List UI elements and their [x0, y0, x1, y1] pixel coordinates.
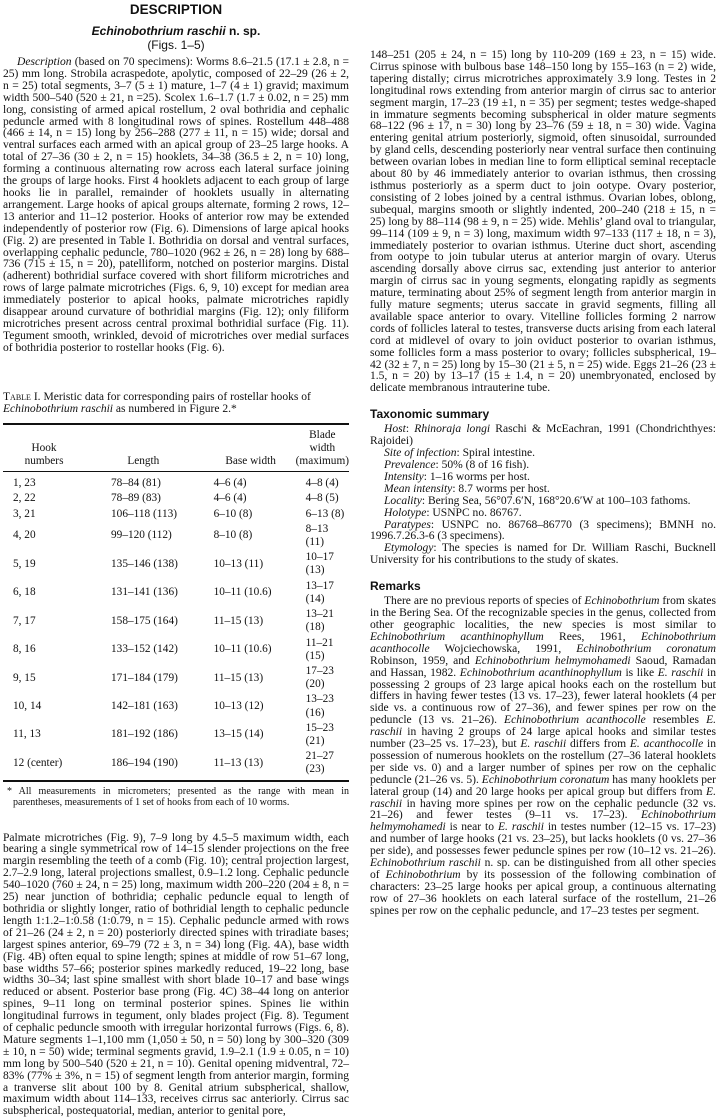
taxonomic-item-etymology: Etymology: The species is named for Dr. William Raschi, Bucknell University for his contributions to the study of skates. [370, 542, 716, 567]
header-hook-numbers [3, 424, 81, 472]
header-line: Length [127, 455, 160, 468]
taxonomic-item-prevalence: Prevalence: 50% (8 of 16 fish). [384, 459, 530, 471]
remarks-text: There are no previous reports of species of [384, 595, 585, 608]
taxonomic-item-value: The species is named for Dr. William Raschi, Bucknell University for his contributions to the study of skates. [370, 542, 716, 567]
taxonomic-item-label: Intensity [384, 470, 424, 483]
cell: 17–23 (20) [305, 664, 334, 691]
cell: 12 (center) [3, 749, 81, 780]
remarks-text: resembles [645, 714, 707, 727]
cell: 11–21 (15) [305, 636, 334, 662]
taxonomic-item-label: Prevalence [384, 459, 436, 471]
cell: 78–89 (83) [111, 492, 161, 505]
remarks-text: by its possession of the following combination of characters: 23–25 large hooks per apical group, a continuous alternating row of 27–36 hooklets on each lateral surface of the rostellum, 21–26 spines per row on the cephalic peduncle, and 17–23 testes per segment. [370, 869, 716, 917]
header-line: Base width [225, 455, 276, 468]
taxon-name: Echinobothrium [385, 869, 461, 881]
remarks-text: differs from [566, 738, 630, 751]
table-row [3, 579, 349, 607]
cell: 7, 17 [13, 614, 36, 627]
cell: 11–15 (13) [213, 614, 264, 627]
cell: 10–17 (13) [305, 551, 334, 577]
left-column [3, 0, 349, 1118]
taxonomic-item-value: USNPC no. 86767. [429, 506, 522, 519]
taxon-name: E. acanthocolle [629, 738, 704, 751]
taxon-name: Echinobothrium [584, 595, 660, 608]
taxonomic-item-value: 1–16 worms per host. [426, 470, 530, 483]
header-line: (maximum) [295, 455, 349, 468]
remarks-heading: Remarks [370, 579, 421, 594]
table-caption [3, 391, 349, 415]
cell: 4–8 (4) [305, 477, 339, 490]
taxon-name: Echinobothrium acanthinophyllum [459, 666, 622, 679]
cell: 5, 19 [13, 557, 36, 570]
taxonomic-item-label: Locality [384, 494, 422, 507]
cell: 133–152 (142) [111, 643, 178, 656]
cell: 6–13 (8) [305, 507, 345, 520]
cell: 99–120 (112) [111, 529, 172, 542]
taxonomic-item-value: Raschi & McEachran, 1991 (Chondrichthyes: Rajoidei) [370, 423, 716, 448]
header-length [81, 424, 206, 472]
taxonomic-summary-heading: Taxonomic summary [370, 407, 490, 422]
table-row [3, 507, 349, 522]
cell: 4–6 (4) [213, 492, 247, 505]
cell: 6–10 (8) [213, 507, 253, 520]
header-blade-width [296, 424, 349, 472]
taxon-name: Echinobothrium acanthocolle [370, 630, 716, 655]
table-caption-text: Meristic data for corresponding pairs of rostellar hooks of [40, 390, 311, 403]
section-title: DESCRIPTION [129, 2, 223, 17]
taxonomic-item-label: Site of infection [384, 447, 457, 460]
remarks-text: from skates in the Bering Sea. Of the recognizable species in the genus, collected from other geographic localities, the new species is most similar to [370, 595, 716, 631]
figure-reference: (Figs. 1–5) [147, 38, 205, 52]
cell: 10–13 (11) [213, 557, 264, 570]
description-text-1: (based on 70 specimens): Worms 8.6–21.5 (17.1 ± 2.8, n = 25) mm long. Strobila acraspedote, apolytic, composed of 22–29 (26 ± 2, n = 25) total segments, 3–7 (5 ± 1) mature, 1–7 (4 ± 1) gravid; maximum width 500–540 (520 ± 21, n =25). Scolex 1.6–1.7 (1.7 ± 0.02, n = 25) mm long, consisting of armed apical rostellum, 2 oval bothridia and cephalic peduncle armed with 8 longitudinal rows of spines. Rostellum 448–488 (466 ± 14, n = 15) long by 256–288 (277 ± 11, n = 15) wide; dorsal and ventral surfaces each armed with an apical group of 23–25 large hooks. A total of 27–36 (30 ± 2, n = 15) hooklets, 34–38 (36.5 ± 2, n = 10) long, forming a continuous alternating row across each lateral surface joining the groups of large hooks. First 4 hooklets adjacent to each group of large hooks lie in parallel, remainder of hooklets usually in alternating arrangement. Large hooks of apical groups alternate, forming 2 rows, 12–13 anterior and 11–12 posterior. Hooks of anterior row may be extended independently of posterior row (Fig. 6). Dimensions of large apical hooks (Fig. 2) are presented in Table I. Bothridia on dorsal and ventral surfaces, overlapping cephalic peduncle, 780–1020 (962 ± 26, n = 28) long by 688–736 (715 ± 15, n = 20), patelliform, notched on posterior margins. Distal (adherent) bothridial surface covered with short filiform microtriches and rows of large palmate microtriches (Figs. 6, 9, 10) except for median area immediately posterior to apical hooks, palmate microtriches rapidly disappear around curvature of bothridial margins (Fig. 12); only filiform microtriches present across central proximal bothridial surface (Fig. 11). Tegument smooth, wrinkled, devoid of microtriches over medial surfaces of bothridia posterior to rostellar hooks (Fig. 6). [3, 56, 349, 354]
cell: 131–141 (136) [111, 586, 178, 599]
table-row [3, 636, 349, 664]
cell: 8–13 (11) [305, 522, 329, 549]
taxonomic-item-host: Host: Rhinoraja longi Raschi & McEachran, 1991 (Chondrichthyes: Rajoidei) [370, 423, 716, 448]
taxonomic-item-mean-intensity: Mean intensity: 8.7 worms per host. [384, 482, 550, 495]
cell: 8, 16 [13, 643, 36, 656]
remarks-text: has many hooklets per lateral group (14) and 20 large hooks per apical group but differs from [370, 773, 716, 798]
header-line: Blade width [309, 428, 336, 454]
table-label: Table I. [3, 390, 41, 403]
taxonomic-item-label: Paratypes [384, 518, 431, 531]
taxon-name: Echinobothrium coronatum [576, 642, 716, 655]
cell: 9, 15 [13, 671, 36, 684]
taxonomic-item-site-of-infection: Site of infection: Spiral intestine. [384, 447, 536, 460]
table-row [3, 607, 349, 635]
species-suffix: n. sp. [225, 24, 261, 38]
cell: 78–84 (81) [111, 477, 161, 490]
description-paragraph-1 [3, 57, 349, 355]
cell: 4–8 (5) [305, 492, 339, 505]
remarks-text: in having 2 groups of 24 large apical hooks and similar testes number (23–25 vs. 17–23), but [370, 726, 716, 751]
species-title [3, 24, 349, 38]
table-caption-species: Echinobothrium raschii [3, 402, 114, 415]
taxon-name: E. raschii [657, 666, 704, 679]
remarks-text: Wojciechowska, 1991, [429, 642, 577, 655]
cell: 186–194 (190) [81, 749, 206, 780]
cell: 11–13 (13) [206, 749, 296, 780]
remarks-text: is near to [445, 821, 498, 834]
right-column [370, 50, 716, 918]
cell: 13–17 (14) [305, 579, 334, 605]
header-base-width [206, 424, 296, 472]
remarks-text: in possession of numerous hooklets on the rostellum (27–36 lateral hooklets per side vs. 0) and a larger number of spines per row on the cephalic peduncle (21–26 vs. 5). [370, 738, 716, 786]
taxonomic-item-holotype: Holotype: USNPC no. 86767. [384, 506, 522, 519]
cell: 21–27 (23) [296, 749, 349, 780]
remarks-paragraph [370, 596, 716, 917]
cell: 8–10 (8) [213, 529, 253, 542]
taxon-name: E. raschii [370, 714, 717, 739]
taxonomic-item-label: Mean intensity [384, 482, 453, 495]
table-row [3, 721, 349, 749]
remarks-text: is like [621, 666, 658, 679]
cell: 13–23 (16) [305, 693, 334, 719]
table-row [3, 472, 349, 492]
table-footnote: * All measurements in micrometers; presented as the range with mean in parentheses, measurements of 1 set of hooks from each of 10 worms. [7, 785, 349, 808]
table-caption-tail: as numbered in Figure 2.* [113, 402, 237, 415]
cell: 11–15 (13) [213, 671, 264, 684]
remarks-text: Robinson, 1959, and [370, 654, 475, 667]
species-name: Echinobothrium raschii [91, 24, 226, 38]
taxonomic-item-species: Rhinoraja longi [409, 423, 491, 436]
cell: 13–15 (14) [213, 728, 264, 741]
header-line: Hook [31, 441, 57, 454]
taxonomic-item-intensity: Intensity: 1–16 worms per host. [384, 470, 530, 483]
cell: 15–23 (21) [305, 721, 334, 747]
remarks-text: n. sp. can be distinguished from all other species of [370, 857, 716, 881]
description-paragraph-2: Palmate microtriches (Fig. 9), 7–9 long by 4.5–5 maximum width, each bearing a single symmetrical row of 14–15 slender projections on the free margin resembling the teeth of a comb (Fig. 10); central projection largest, 2.7–2.9 long, lateral projections smallest, 0.9–1.2 long. Cephalic peduncle 540–1020 (760 ± 24, n = 25) long, maximum width 200–220 (204 ± 8, n = 25) near junction of bothridia; cephalic peduncle equal to length of bothridia or slightly longer, ratio of bothridial length to cephalic peduncle length 1:1.2–1:0.58 (1:0.79, n = 15). Cephalic peduncle armed with rows of 21–26 (24 ± 2, n = 20) posteriorly directed spines with triradiate bases; largest spines anterior, 69–79 (72 ± 3, n = 34) long (Fig. 4A), base width (Fig. 4B) often equal to spine length; spines at middle of row 51–67 long, base widths 57–66; posterior spines markedly reduced, 19–22 long, base widths 30–34; last spine smallest with short blade 10–17 and base wings reduced or absent. Posterior base prong (Fig. 4C) 38–44 long on anterior spines, 9–11 long on terminal posterior spines. Spines lie within longitudinal furrows in tegument, only blades project (Fig. 8). Tegument of cephalic peduncle smooth with irregular horizontal furrows (Figs. 6, 8). Mature segments 1–1,100 mm (1,050 ± 50, n = 50) long by 300–320 (309 ± 10, n = 50) wide; terminal segments gravid, 1.9–2.1 (1.9 ± 0.05, n = 10) mm long by 500–540 (520 ± 21, n = 10). Genital opening midventral, 72–83% (77% ± 3%, n = 15) of segment length from anterior margin, forming a tranverse slit about 100 by 8. Genital atrium subspherical, shallow, maximum width about 114–133, receives cirrus sac anteriorly. Cirrus sac subspherical, postequatorial, median, anterior to genital pore, [3, 831, 349, 1118]
remarks-text: in possessing 2 groups of 23 large apical hooks each on the rostellum but differs in having fewer testes (13 vs. 17–23), fewer lateral hooklets (4 per side vs. a continuous row of 27–36), and fewer spines per row on the peduncle (13 vs. 21–26). [370, 666, 716, 727]
taxonomic-item-label: Holotype [384, 506, 427, 519]
cell: 4–6 (4) [213, 477, 247, 490]
cell: 2, 22 [13, 492, 36, 505]
taxon-name: Echinobothrium acanthinophyllum [370, 630, 544, 643]
cell: 142–181 (163) [111, 699, 178, 712]
cell: 181–192 (186) [111, 728, 178, 741]
meristic-table [3, 423, 349, 782]
taxonomic-item-value: 50% (8 of 16 fish). [438, 459, 530, 471]
taxon-name: E. raschii [520, 738, 567, 751]
taxonomic-item-label: Etymology [384, 542, 434, 555]
cell: 10–11 (10.6) [213, 586, 272, 599]
table-row [3, 692, 349, 720]
cell: 10, 14 [13, 699, 42, 712]
table-row [3, 550, 349, 578]
remarks-text: in testes number (12–15 vs. 17–23) and number of large hooks (21 vs. 23–25), but lacks hooklets (0 vs. 27–36 per side), and possesses fewer peduncle spines per row (10–12 vs. 21–26). [370, 821, 716, 858]
table-header-row [3, 424, 349, 472]
cell: 171–184 (179) [111, 671, 178, 684]
taxonomic-item-value: Spiral intestine. [459, 447, 536, 460]
description-lead: Description [17, 56, 72, 68]
cell: 10–13 (12) [213, 699, 264, 712]
table-row [3, 664, 349, 692]
remarks-text: Rees, 1961, [543, 630, 641, 643]
taxonomic-item-locality: Locality: Bering Sea, 56°07.6′N, 168°20.6′W at 100–103 fathoms. [384, 494, 691, 507]
taxonomic-item-label: Host [384, 423, 406, 436]
taxon-name: Echinobothrium raschii [370, 857, 481, 870]
table-row [3, 522, 349, 550]
cell: 13–21 (18) [305, 608, 334, 634]
cell: 10–11 (10.6) [213, 643, 272, 656]
cell: 1, 23 [13, 477, 36, 490]
taxon-name: Echinobothrium helmymohamedi [370, 809, 716, 834]
cell: 6, 18 [13, 586, 36, 599]
cell: 11, 13 [13, 728, 41, 741]
taxon-name: Echinobothrium helmymohamedi [474, 654, 631, 667]
remarks-text: Saoud, Ramadan and Hassan, 1982. [370, 654, 716, 679]
description-paragraph-3: 148–251 (205 ± 24, n = 15) long by 110-209 (169 ± 23, n = 15) wide. Cirrus spinose with bulbous base 148–150 long by 155–163 (n = 2) wide, tapering distally; cirrus microtriches approximately 3.9 long. Testes in 2 longitudinal rows extending from anterior margin of cirrus sac to anterior segment margin, 17–23 (19 ±1, n = 35) per segment; testes wedge-shaped in immature segments becoming subspherical in older mature segments 68–122 (96 ± 17, n = 30) long by 23–76 (59 ± 18, n = 30) wide. Vagina entering genital atrium posteriorly, sigmoid, often sinusoidal, surrounded by gland cells, descending posteriorly near ventral surface then continuing between ovarian lobes in median line to form elliptical seminal receptacle about 80 by 46 immediately anterior to ovarian isthmus, then crossing isthmus posteriorly as a sperm duct to join ootype. Ovary posterior, consisting of 2 lobes joined by a central isthmus. Ovarian lobes, oblong, subequal, margins smooth or slightly indented, 200–240 (218 ± 15, n = 25) long by 88–114 (98 ± 9, n = 25) wide. Mehlis’ gland oval to triangular, 99–114 (109 ± 9, n = 3) long, maximum width 97–133 (117 ± 18, n = 3), immediately posterior to ovarian isthmus. Uterine duct short, ascending from ootype to join tubular uterus at anterior margin of ovary. Uterus ascending dorsally above cirrus sac, extending just anterior to anterior margin of cirrus sac in young segments, elongating rapidly as segments mature, terminating about 25% of segment length from anterior margin in fully mature segments; uterus saccate in gravid segments, filling all available space anterior to ovary. Vitelline follicles forming 2 narrow cords of follicles lateral to testes, transverse ducts arising from each lateral cord at midlevel of ovary to join oviduct posterior to ovarian isthmus, some follicles form a mass posterior to ovary; follicles subspherical, 19–42 (32 ± 7, n = 25) long by 15–30 (21 ± 5, n = 25) wide. Eggs 21–26 (23 ± 1.5, n = 20) by 13–17 (15 ± 1.4, n = 20) unembryonated, enclosed by delicate membranous intrauterine tube. [370, 49, 716, 395]
cell: 4, 20 [13, 529, 36, 542]
taxon-name: E. raschii [370, 785, 716, 810]
cell: 135–146 (138) [111, 557, 178, 570]
taxonomic-item-paratypes: Paratypes: USNPC no. 86768–86770 (3 specimens); BMNH no. 1996.7.26.3-6 (3 specimens). [370, 518, 716, 543]
taxonomic-summary-list [370, 424, 716, 567]
table-row [3, 491, 349, 506]
cell: 3, 21 [13, 507, 36, 520]
taxon-name: Echinobothrium coronatum [481, 773, 610, 786]
taxonomic-item-value: USNPC no. 86768–86770 (3 specimens); BMNH no. 1996.7.26.3-6 (3 specimens). [370, 518, 716, 543]
taxon-name: Echinobothrium acanthocolle [504, 714, 646, 727]
cell: 106–118 (113) [111, 507, 178, 520]
remarks-text: in having more spines per row on the cephalic peduncle (32 vs. 21–26) and fewer testes (9–11 vs. 17–23). [370, 797, 716, 822]
taxon-name: E. raschii [497, 821, 544, 834]
taxonomic-item-value: 8.7 worms per host. [455, 482, 550, 495]
taxonomic-item-value: Bering Sea, 56°07.6′N, 168°20.6′W at 100–103 fathoms. [425, 494, 691, 507]
cell: 158–175 (164) [111, 614, 178, 627]
table-row [3, 749, 349, 780]
header-line: numbers [24, 455, 64, 468]
